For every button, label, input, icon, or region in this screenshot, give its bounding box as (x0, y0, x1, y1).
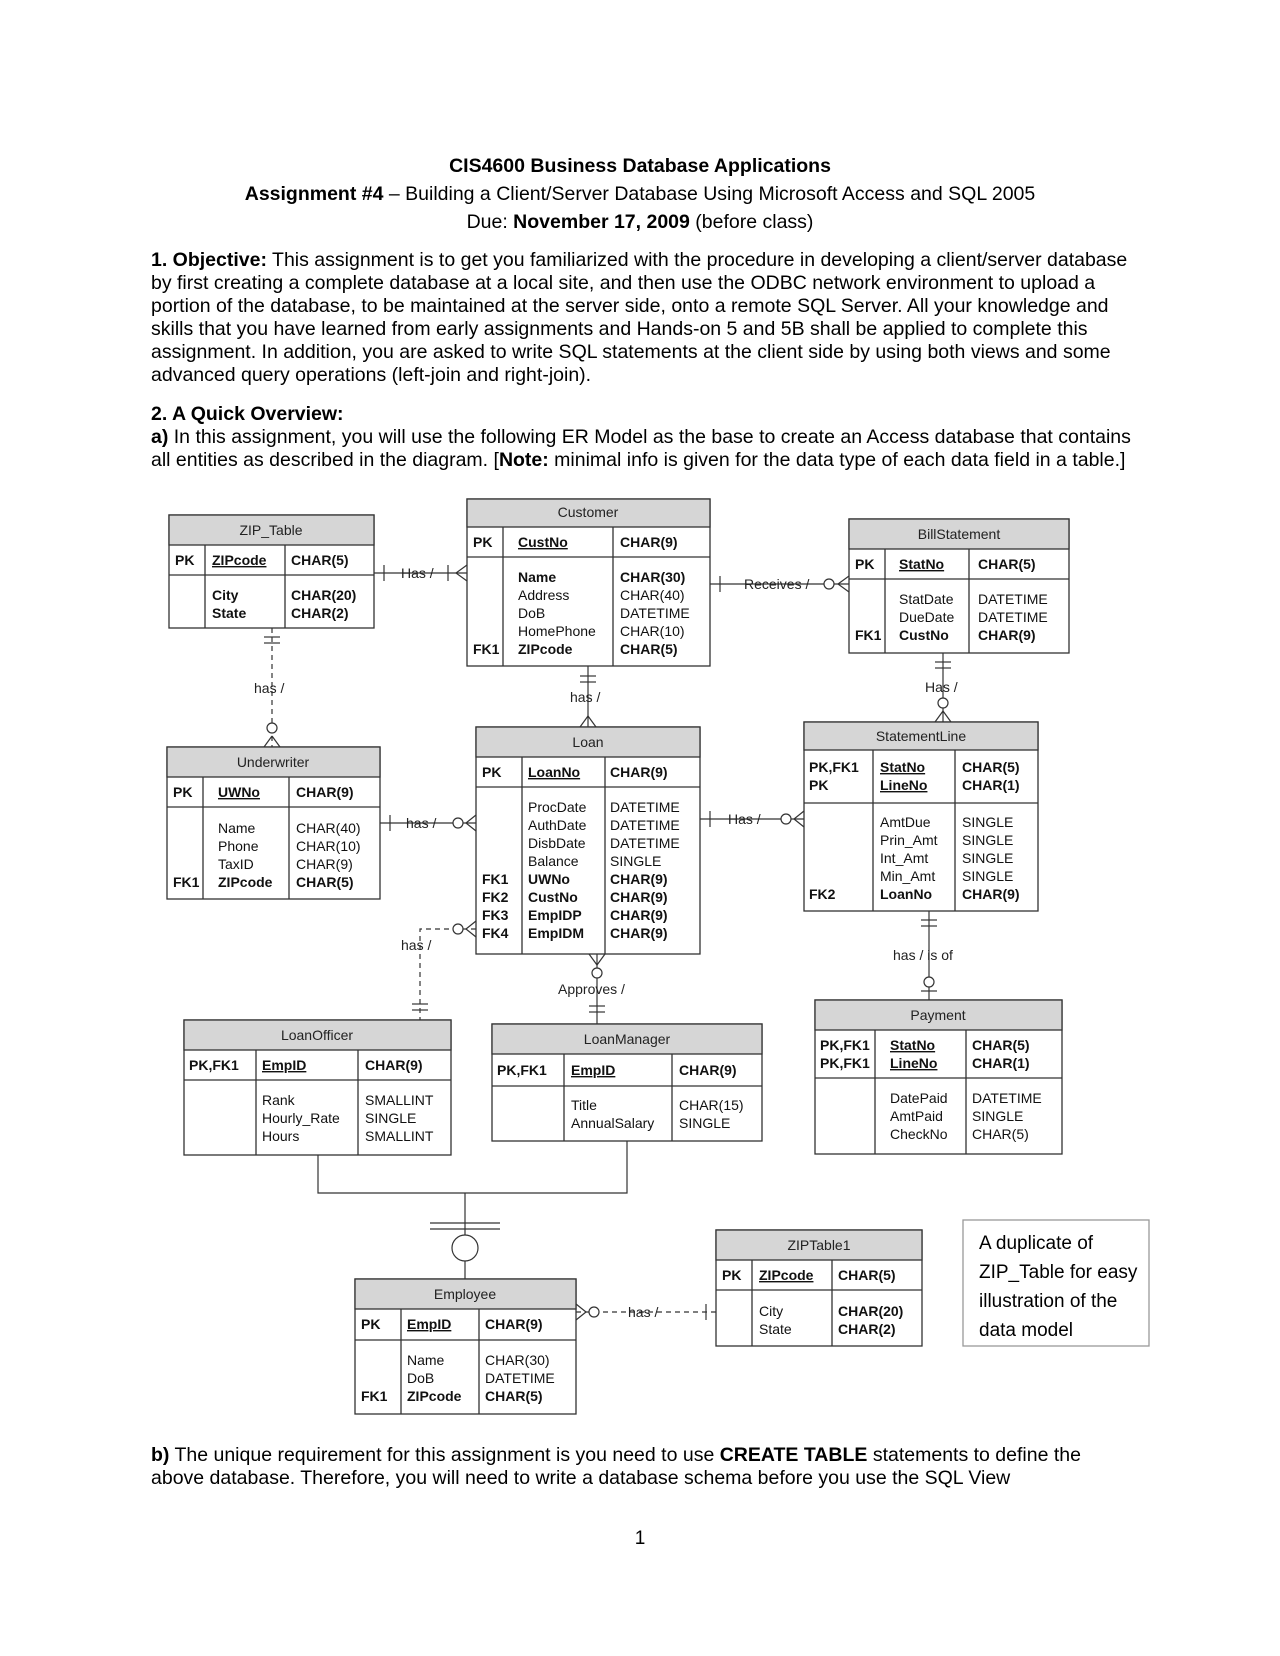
svg-text:CHAR(20): CHAR(20) (838, 1303, 904, 1319)
svg-text:EmpIDM: EmpIDM (528, 925, 584, 941)
svg-text:EmpID: EmpID (407, 1316, 452, 1332)
rel-customer-bill: Receives / (744, 576, 810, 592)
svg-text:PK: PK (855, 556, 875, 572)
entity-zip-table-title: ZIP_Table (239, 522, 303, 538)
svg-text:Balance: Balance (528, 853, 579, 869)
rel-loan-line: Has / (728, 811, 761, 827)
svg-text:ZIPcode: ZIPcode (759, 1267, 814, 1283)
entity-employee-title: Employee (433, 1286, 497, 1302)
svg-text:CHAR(9): CHAR(9) (679, 1062, 737, 1078)
svg-text:PK: PK (175, 552, 195, 568)
svg-text:DATETIME: DATETIME (620, 605, 690, 621)
svg-text:LoanNo: LoanNo (528, 764, 581, 780)
svg-text:PK: PK (361, 1316, 381, 1332)
svg-text:ZIPcode: ZIPcode (407, 1388, 462, 1404)
rel-loan-officer: has / (401, 937, 432, 953)
svg-text:DisbDate: DisbDate (528, 835, 586, 851)
svg-text:State: State (759, 1321, 792, 1337)
svg-text:CHAR(9): CHAR(9) (296, 856, 353, 872)
rel-customer-loan: has / (570, 689, 601, 705)
svg-text:DATETIME: DATETIME (610, 835, 680, 851)
page-number: 1 (634, 1528, 646, 1549)
svg-text:StatDate: StatDate (899, 591, 954, 607)
svg-text:PK,FK1: PK,FK1 (189, 1057, 239, 1073)
svg-text:CHAR(5): CHAR(5) (838, 1267, 896, 1283)
svg-text:DoB: DoB (518, 605, 546, 621)
entity-billstatement-title: BillStatement (917, 526, 1001, 542)
svg-text:Name: Name (218, 820, 256, 836)
svg-text:CHAR(5): CHAR(5) (485, 1388, 543, 1404)
svg-text:LineNo: LineNo (880, 777, 928, 793)
svg-text:Title: Title (571, 1097, 597, 1113)
svg-text:CHAR(10): CHAR(10) (296, 838, 361, 854)
rel-zip-customer: Has / (401, 565, 434, 581)
svg-text:CHAR(5): CHAR(5) (962, 759, 1020, 775)
due-line: Due: November 17, 2009 (before class) (466, 211, 814, 233)
svg-text:CHAR(9): CHAR(9) (485, 1316, 543, 1332)
svg-text:SINGLE: SINGLE (962, 832, 1014, 848)
svg-text:CHAR(5): CHAR(5) (291, 552, 349, 568)
svg-text:SINGLE: SINGLE (610, 853, 662, 869)
svg-text:StatNo: StatNo (899, 556, 945, 572)
svg-text:CHAR(5): CHAR(5) (972, 1037, 1030, 1053)
svg-text:UWNo: UWNo (218, 784, 260, 800)
entity-payment-title: Payment (910, 1007, 966, 1023)
svg-text:FK1: FK1 (173, 874, 200, 890)
svg-text:PK: PK (173, 784, 193, 800)
svg-text:PK: PK (482, 764, 502, 780)
svg-text:CHAR(5): CHAR(5) (978, 556, 1036, 572)
svg-text:DATETIME: DATETIME (972, 1090, 1042, 1106)
rel-underwriter-loan: has / (406, 815, 437, 831)
entity-customer-title: Customer (557, 504, 619, 520)
svg-text:AmtPaid: AmtPaid (890, 1108, 943, 1124)
svg-text:SMALLINT: SMALLINT (365, 1128, 434, 1144)
svg-text:CHAR(9): CHAR(9) (365, 1057, 423, 1073)
svg-text:HomePhone: HomePhone (518, 623, 596, 639)
diagram-note-line-1: A duplicate of (979, 1233, 1094, 1254)
svg-text:ZIPcode: ZIPcode (518, 641, 573, 657)
svg-text:DueDate: DueDate (899, 609, 955, 625)
svg-text:CHAR(30): CHAR(30) (485, 1352, 550, 1368)
entity-loanofficer-title: LoanOfficer (280, 1027, 354, 1043)
svg-text:CHAR(5): CHAR(5) (972, 1126, 1029, 1142)
svg-text:CHAR(9): CHAR(9) (610, 907, 668, 923)
svg-text:ZIPcode: ZIPcode (212, 552, 267, 568)
svg-text:FK2: FK2 (482, 889, 509, 905)
svg-text:CustNo: CustNo (518, 534, 568, 550)
svg-text:DatePaid: DatePaid (890, 1090, 948, 1106)
svg-text:CHAR(5): CHAR(5) (296, 874, 354, 890)
rel-loan-manager: Approves / (558, 981, 625, 997)
svg-text:EmpIDP: EmpIDP (528, 907, 582, 923)
svg-text:DoB: DoB (407, 1370, 435, 1386)
svg-text:FK3: FK3 (482, 907, 509, 923)
svg-text:CheckNo: CheckNo (890, 1126, 948, 1142)
svg-text:FK1: FK1 (855, 627, 882, 643)
svg-text:DATETIME: DATETIME (978, 609, 1048, 625)
svg-text:PK,FK1: PK,FK1 (497, 1062, 547, 1078)
svg-text:Phone: Phone (218, 838, 259, 854)
overview-a-paragraph: a) In this assignment, you will use the following ER Model as the base to create an Access database that contains all entities as described in the diagram. [Note: minimal info is given for the data type of each data field in a table.] (151, 426, 1131, 471)
svg-text:ZIPcode: ZIPcode (218, 874, 273, 890)
svg-text:Name: Name (518, 569, 557, 585)
svg-text:CHAR(1): CHAR(1) (962, 777, 1020, 793)
svg-text:StatNo: StatNo (880, 759, 926, 775)
svg-text:CHAR(20): CHAR(20) (291, 587, 357, 603)
svg-text:CHAR(40): CHAR(40) (620, 587, 685, 603)
svg-text:Name: Name (407, 1352, 445, 1368)
svg-text:CHAR(9): CHAR(9) (620, 534, 678, 550)
svg-text:DATETIME: DATETIME (485, 1370, 555, 1386)
svg-text:SINGLE: SINGLE (962, 850, 1014, 866)
svg-text:CHAR(15): CHAR(15) (679, 1097, 744, 1113)
svg-text:SINGLE: SINGLE (679, 1115, 731, 1131)
svg-text:CHAR(5): CHAR(5) (620, 641, 678, 657)
svg-text:Hours: Hours (262, 1128, 300, 1144)
svg-text:CHAR(2): CHAR(2) (838, 1321, 896, 1337)
svg-text:CustNo: CustNo (899, 627, 949, 643)
overview-b-paragraph: b) The unique requirement for this assignment is you need to use CREATE TABLE statements to define the above database. Therefore, you will need to write a database schema before you use the SQL View (151, 1444, 1081, 1489)
svg-text:City: City (759, 1303, 784, 1319)
svg-text:Prin_Amt: Prin_Amt (880, 832, 938, 848)
svg-text:AmtDue: AmtDue (880, 814, 931, 830)
svg-text:PK: PK (722, 1267, 742, 1283)
svg-text:CustNo: CustNo (528, 889, 578, 905)
svg-text:Min_Amt: Min_Amt (880, 868, 936, 884)
svg-text:FK1: FK1 (482, 871, 509, 887)
svg-text:CHAR(2): CHAR(2) (291, 605, 349, 621)
svg-text:Rank: Rank (262, 1092, 295, 1108)
svg-text:PK,FK1: PK,FK1 (820, 1037, 870, 1053)
svg-text:PK: PK (809, 777, 829, 793)
assignment-line: Assignment #4 – Building a Client/Server Database Using Microsoft Access and SQL 2005 (244, 183, 1036, 205)
svg-text:TaxID: TaxID (218, 856, 254, 872)
svg-text:FK1: FK1 (473, 641, 500, 657)
svg-text:PK,FK1: PK,FK1 (809, 759, 859, 775)
svg-text:State: State (212, 605, 247, 621)
svg-text:CHAR(9): CHAR(9) (296, 784, 354, 800)
svg-text:CHAR(9): CHAR(9) (610, 889, 668, 905)
svg-text:DATETIME: DATETIME (610, 817, 680, 833)
entity-loan-title: Loan (572, 734, 604, 750)
svg-text:CHAR(1): CHAR(1) (972, 1055, 1030, 1071)
svg-text:AnnualSalary: AnnualSalary (571, 1115, 655, 1131)
svg-text:SINGLE: SINGLE (365, 1110, 417, 1126)
svg-text:CHAR(9): CHAR(9) (610, 925, 668, 941)
svg-text:CHAR(9): CHAR(9) (978, 627, 1036, 643)
svg-text:Hourly_Rate: Hourly_Rate (262, 1110, 340, 1126)
entity-statementline-title: StatementLine (875, 728, 967, 744)
rel-bill-line: Has / (925, 679, 958, 695)
rel-employee-zip: has / (628, 1304, 659, 1320)
svg-text:AuthDate: AuthDate (528, 817, 587, 833)
svg-text:EmpID: EmpID (262, 1057, 307, 1073)
svg-text:CHAR(30): CHAR(30) (620, 569, 686, 585)
svg-text:StatNo: StatNo (890, 1037, 936, 1053)
svg-text:LoanNo: LoanNo (880, 886, 933, 902)
svg-text:SINGLE: SINGLE (972, 1108, 1024, 1124)
rel-zip-underwriter: has / (254, 680, 285, 696)
entity-loanmanager-title: LoanManager (583, 1031, 671, 1047)
svg-text:ProcDate: ProcDate (528, 799, 587, 815)
svg-text:Address: Address (518, 587, 570, 603)
svg-text:SINGLE: SINGLE (962, 868, 1014, 884)
svg-text:EmpID: EmpID (571, 1062, 616, 1078)
svg-text:DATETIME: DATETIME (978, 591, 1048, 607)
diagram-note-line-4: data model (979, 1320, 1074, 1341)
svg-text:DATETIME: DATETIME (610, 799, 680, 815)
svg-text:Int_Amt: Int_Amt (880, 850, 929, 866)
objective-paragraph: 1. Objective: This assignment is to get you familiarized with the procedure in developing a client/server database by first creating a complete database at a local site, and then use the ODBC network environment to upload a portion of the database, to be maintained at the server side, onto a remote SQL Server. All your knowledge and skills that you have learned from early assignments and Hands-on 5 and 5B shall be applied to complete this assignment. In addition, you are asked to write SQL statements at the client side by using both views and some advanced query operations (left-join and right-join). (151, 249, 1128, 386)
svg-text:FK1: FK1 (361, 1388, 388, 1404)
svg-text:FK2: FK2 (809, 886, 836, 902)
svg-text:CHAR(10): CHAR(10) (620, 623, 685, 639)
rel-line-payment: has / is of (893, 947, 953, 963)
document-title: CIS4600 Business Database Applications (449, 155, 831, 177)
svg-text:CHAR(9): CHAR(9) (610, 871, 668, 887)
svg-text:PK,FK1: PK,FK1 (820, 1055, 870, 1071)
svg-text:PK: PK (473, 534, 493, 550)
svg-text:LineNo: LineNo (890, 1055, 938, 1071)
entity-ziptable1-title: ZIPTable1 (787, 1237, 851, 1253)
diagram-note-line-2: ZIP_Table for easy (979, 1262, 1138, 1283)
svg-text:CHAR(9): CHAR(9) (962, 886, 1020, 902)
svg-text:SINGLE: SINGLE (962, 814, 1014, 830)
svg-text:UWNo: UWNo (528, 871, 570, 887)
svg-text:SMALLINT: SMALLINT (365, 1092, 434, 1108)
svg-text:CHAR(40): CHAR(40) (296, 820, 361, 836)
entity-underwriter-title: Underwriter (236, 754, 310, 770)
svg-text:FK4: FK4 (482, 925, 509, 941)
overview-heading: 2. A Quick Overview: (151, 403, 344, 425)
svg-text:City: City (212, 587, 239, 603)
svg-text:CHAR(9): CHAR(9) (610, 764, 668, 780)
diagram-note-line-3: illustration of the (979, 1291, 1118, 1312)
